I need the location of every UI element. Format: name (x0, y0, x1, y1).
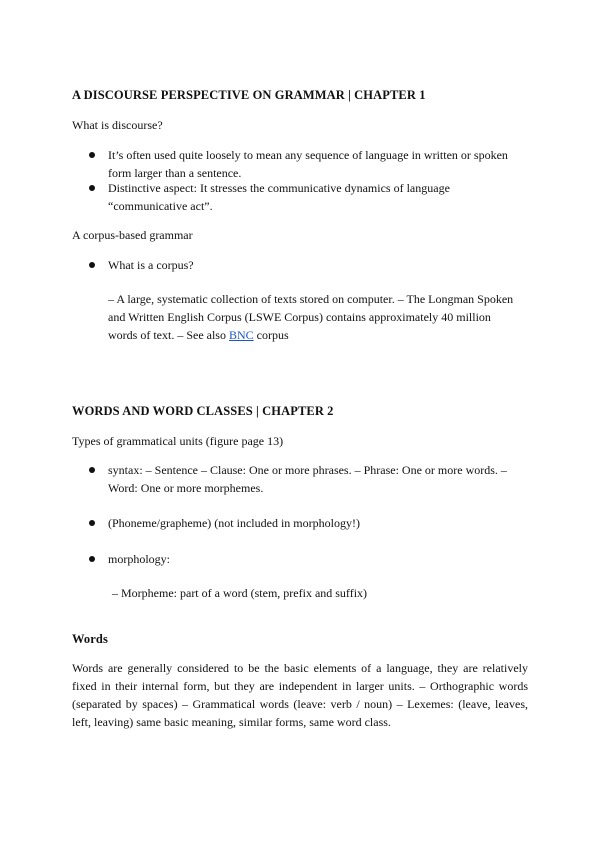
bullet-dot-icon (89, 556, 95, 562)
units-intro: Types of grammatical units (figure page 13) (72, 434, 284, 448)
corpus-text: – A large, systematic collection of texts stored on computer. – The Longman Spoken and Written English Corpus (LSWE Corpus) contains approximately 40 million words of text. – See also (108, 292, 514, 342)
list-item: Distinctive aspect: It stresses the communicative dynamics of language “communicative act”. (108, 181, 450, 213)
bnc-link[interactable]: BNC (228, 328, 254, 342)
bullet-dot-icon (89, 262, 95, 268)
chapter-2-title: WORDS AND WORD CLASSES | CHAPTER 2 (72, 404, 334, 418)
list-item: syntax: – Sentence – Clause: One or more phrases. – Phrase: One or more words. – Word: One or more morphemes. (108, 463, 507, 495)
words-heading: Words (72, 632, 108, 646)
bullet-dot-icon (89, 520, 95, 526)
words-paragraph: Words are generally considered to be the basic elements of a language, they are relatively fixed in their internal form, but they are independent in larger units. – Orthographic words (separated by spaces) – Grammatical words (leave: verb / noun) – Lexemes: (leave, leaves, left, leaving) same basic meaning, similar forms, same word class. (72, 661, 528, 729)
chapter-1-title: A DISCOURSE PERSPECTIVE ON GRAMMAR | CHAPTER 1 (72, 88, 426, 102)
bullet-dot-icon (89, 152, 95, 158)
morpheme-text: – Morpheme: part of a word (stem, prefix and suffix) (112, 586, 368, 600)
bullet-dot-icon (89, 185, 95, 191)
corpus-heading: A corpus-based grammar (72, 228, 193, 242)
corpus-description (108, 290, 523, 344)
list-item: morphology: (108, 552, 170, 566)
list-item: (Phoneme/grapheme) (not included in morphology!) (108, 516, 360, 530)
discourse-question: What is discourse? (72, 118, 163, 132)
corpus-text-end: corpus (253, 328, 289, 342)
bullet-dot-icon (89, 467, 95, 473)
list-item: What is a corpus? (108, 258, 194, 272)
list-item: It’s often used quite loosely to mean any sequence of language in written or spoken form larger than a sentence. (108, 148, 508, 180)
